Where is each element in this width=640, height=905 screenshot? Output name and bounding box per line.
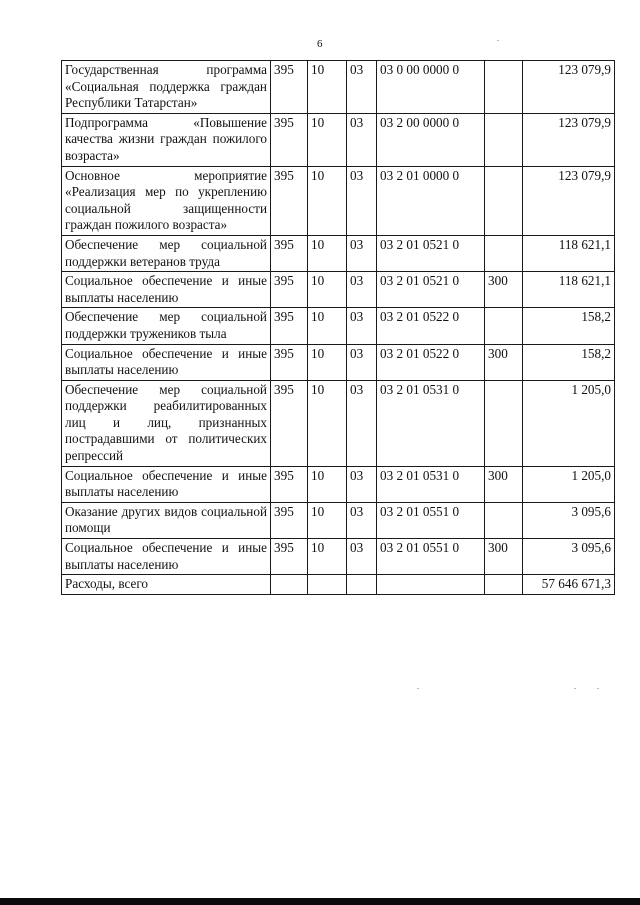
- row-subsection: 03: [347, 235, 377, 271]
- row-target-code: 03 2 01 0521 0: [377, 235, 485, 271]
- row-target-code: 03 2 01 0522 0: [377, 344, 485, 380]
- table-row: [62, 166, 615, 235]
- row-name: Социальное обеспечение и иные выплаты населению: [62, 272, 271, 308]
- row-ved: 395: [271, 235, 308, 271]
- row-target-code: 03 2 01 0551 0: [377, 502, 485, 538]
- table-row: [62, 466, 615, 502]
- total-label: Расходы, всего: [62, 575, 271, 595]
- row-target-code: 03 2 01 0551 0: [377, 539, 485, 575]
- row-section: 10: [308, 113, 347, 166]
- row-subsection: 03: [347, 61, 377, 114]
- row-name: Социальное обеспечение и иные выплаты населению: [62, 466, 271, 502]
- row-ved: 395: [271, 466, 308, 502]
- row-section: 10: [308, 61, 347, 114]
- row-section: 10: [308, 166, 347, 235]
- row-expense-type: [485, 166, 523, 235]
- row-section: 10: [308, 308, 347, 344]
- budget-table: [61, 60, 615, 595]
- row-amount: 118 621,1: [523, 272, 615, 308]
- row-expense-type: 300: [485, 344, 523, 380]
- row-expense-type: [485, 502, 523, 538]
- table-row: [62, 308, 615, 344]
- page-number: 6: [317, 38, 323, 50]
- row-name: Государственная программа «Социальная поддержка граждан Республики Татарстан»: [62, 61, 271, 114]
- row-amount: 123 079,9: [523, 61, 615, 114]
- total-amount: 57 646 671,3: [523, 575, 615, 595]
- row-target-code: 03 2 00 0000 0: [377, 113, 485, 166]
- row-subsection: 03: [347, 539, 377, 575]
- scan-edge-bar: [0, 898, 640, 905]
- table-row: [62, 235, 615, 271]
- table-row: [62, 113, 615, 166]
- row-expense-type: [485, 113, 523, 166]
- row-subsection: 03: [347, 272, 377, 308]
- row-ved: 395: [271, 539, 308, 575]
- row-ved: 395: [271, 380, 308, 466]
- row-target-code: 03 2 01 0521 0: [377, 272, 485, 308]
- row-subsection: 03: [347, 466, 377, 502]
- row-amount: 1 205,0: [523, 466, 615, 502]
- row-subsection: 03: [347, 113, 377, 166]
- table-row: [62, 539, 615, 575]
- row-subsection: 03: [347, 502, 377, 538]
- table-row: [62, 61, 615, 114]
- empty-cell: [347, 575, 377, 595]
- row-subsection: 03: [347, 380, 377, 466]
- row-section: 10: [308, 380, 347, 466]
- row-name: Обеспечение мер социальной поддержки ветеранов труда: [62, 235, 271, 271]
- row-amount: 3 095,6: [523, 502, 615, 538]
- table-row: [62, 380, 615, 466]
- row-subsection: 03: [347, 166, 377, 235]
- row-target-code: 03 2 01 0522 0: [377, 308, 485, 344]
- row-name: Социальное обеспечение и иные выплаты населению: [62, 344, 271, 380]
- row-subsection: 03: [347, 344, 377, 380]
- scan-speck: [574, 688, 576, 689]
- row-expense-type: [485, 380, 523, 466]
- row-ved: 395: [271, 308, 308, 344]
- row-section: 10: [308, 466, 347, 502]
- row-amount: 3 095,6: [523, 539, 615, 575]
- row-ved: 395: [271, 166, 308, 235]
- row-ved: 395: [271, 113, 308, 166]
- row-subsection: 03: [347, 308, 377, 344]
- budget-table-body: [62, 61, 615, 595]
- row-name: Обеспечение мер социальной поддержки тружеников тыла: [62, 308, 271, 344]
- table-row: [62, 272, 615, 308]
- empty-cell: [377, 575, 485, 595]
- row-amount: 1 205,0: [523, 380, 615, 466]
- empty-cell: [485, 575, 523, 595]
- row-section: 10: [308, 235, 347, 271]
- row-name: Оказание других видов социальной помощи: [62, 502, 271, 538]
- row-amount: 123 079,9: [523, 113, 615, 166]
- row-expense-type: [485, 61, 523, 114]
- row-expense-type: 300: [485, 466, 523, 502]
- row-target-code: 03 2 01 0531 0: [377, 466, 485, 502]
- row-name: Социальное обеспечение и иные выплаты населению: [62, 539, 271, 575]
- scan-speck: [497, 40, 499, 41]
- row-amount: 123 079,9: [523, 166, 615, 235]
- row-section: 10: [308, 344, 347, 380]
- row-name: Основное мероприятие «Реализация мер по укреплению социальной защищенности граждан пожилого возраста»: [62, 166, 271, 235]
- row-ved: 395: [271, 61, 308, 114]
- row-ved: 395: [271, 502, 308, 538]
- row-name: Подпрограмма «Повышение качества жизни граждан пожилого возраста»: [62, 113, 271, 166]
- total-row: [62, 575, 615, 595]
- row-amount: 158,2: [523, 344, 615, 380]
- row-ved: 395: [271, 272, 308, 308]
- row-target-code: 03 2 01 0531 0: [377, 380, 485, 466]
- empty-cell: [308, 575, 347, 595]
- row-section: 10: [308, 539, 347, 575]
- scan-speck: [417, 688, 419, 689]
- row-section: 10: [308, 272, 347, 308]
- row-expense-type: 300: [485, 272, 523, 308]
- scan-speck: [597, 688, 599, 689]
- row-target-code: 03 0 00 0000 0: [377, 61, 485, 114]
- row-amount: 118 621,1: [523, 235, 615, 271]
- row-expense-type: [485, 235, 523, 271]
- row-name: Обеспечение мер социальной поддержки реабилитированных лиц и лиц, признанных пострадавшими от политических репрессий: [62, 380, 271, 466]
- row-target-code: 03 2 01 0000 0: [377, 166, 485, 235]
- row-ved: 395: [271, 344, 308, 380]
- table-row: [62, 502, 615, 538]
- row-expense-type: [485, 308, 523, 344]
- empty-cell: [271, 575, 308, 595]
- table-row: [62, 344, 615, 380]
- row-section: 10: [308, 502, 347, 538]
- row-expense-type: 300: [485, 539, 523, 575]
- row-amount: 158,2: [523, 308, 615, 344]
